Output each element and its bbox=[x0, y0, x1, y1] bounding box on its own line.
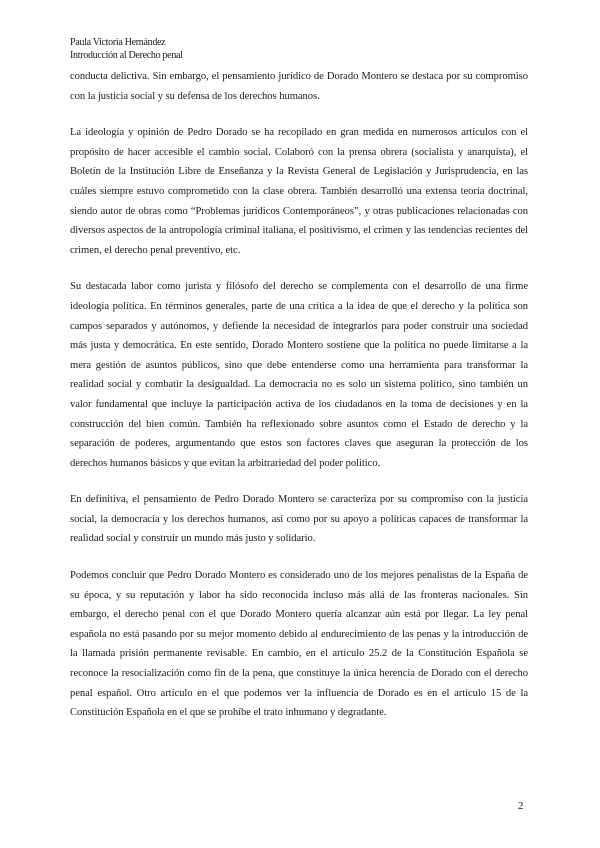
page-header bbox=[70, 36, 183, 62]
paragraph-4: En definitiva, el pensamiento de Pedro Dorado Montero se caracteriza por su compromiso con la justicia social, la democracia y los derechos humanos, así como por su apoyo a políticas capaces de transformar la realidad social y construir un mundo más justo y solidario. bbox=[70, 494, 528, 545]
paragraph-3: Su destacada labor como jurista y filósofo del derecho se complementa con el desarrollo de una firme ideología política. En términos generales, parte de una crítica a la idea de que el derecho y la política son campos separados y autónomos, y defiende la necesidad de integrarlos para poder construir una sociedad más justa y democrática. En este sentido, Dorado Montero sostiene que la política no puede limitarse a la mera gestión de asuntos públicos, sino que debe entenderse como una herramienta para transformar la realidad social y combatir la desigualdad. La democracia no es solo un sistema político, sino también un valor fundamental que incluye la participación activa de los ciudadanos en la toma de decisiones y en la construcción del bien común. También ha reflexionado sobre asuntos como el Estado de derecho y la separación de poderes, argumentando que estos son factores claves que aseguran la protección de los derechos humanos básicos y que evitan la arbitrariedad del poder político. bbox=[70, 281, 528, 469]
paragraph-5: Podemos concluir que Pedro Dorado Montero es considerado uno de los mejores penalistas de la España de su época, y su reputación y labor ha sido reconocida incluso más allá de las fronteras nacionales. Sin embargo, el derecho penal con el que Dorado Montero quería alcanzar aún está por llegar. La ley penal española no está pasando por su mejor momento debido al endurecimiento de las penas y la introducción de la llamada prisión permanente revisable. En cambio, en el artículo 25.2 de la Constitución Española se reconoce la resocialización como fin de la pena, que constituye la única herencia de Dorado con el derecho penal español. Otro artículo en el que podemos ver la influencia de Dorado es en el artículo 15 de la Constitución Española en el que se prohíbe el trato inhumano y degradante. bbox=[70, 570, 528, 719]
header-subject: Introducción al Derecho penal bbox=[70, 50, 183, 61]
page-number: 2 bbox=[518, 800, 524, 812]
paragraph-2: La ideología y opinión de Pedro Dorado se ha recopilado en gran medida en numerosos artículos con el propósito de hacer accesible el cambio social. Colaboró con la prensa obrera (socialista y anarquista), el Boletín de la Institución Libre de Enseñanza y la Revista General de Legislación y Jurisprudencia, en las cuáles siempre estuvo comprometido con la clase obrera. También desarrolló una extensa teoría doctrinal, siendo autor de obras como “Problemas jurídicos Contemporáneos”, y otras publicaciones relacionadas con diversos aspectos de la antropología criminal italiana, el positivismo, el crimen y las tendencias recientes del crimen, el derecho penal preventivo, etc. bbox=[70, 127, 528, 256]
paragraph-1: conducta delictiva. Sin embargo, el pensamiento jurídico de Dorado Montero se destaca por su compromiso con la justicia social y su defensa de los derechos humanos. bbox=[70, 71, 528, 102]
document-body bbox=[70, 67, 528, 740]
header-author: Paula Victoria Hernández bbox=[70, 37, 166, 48]
